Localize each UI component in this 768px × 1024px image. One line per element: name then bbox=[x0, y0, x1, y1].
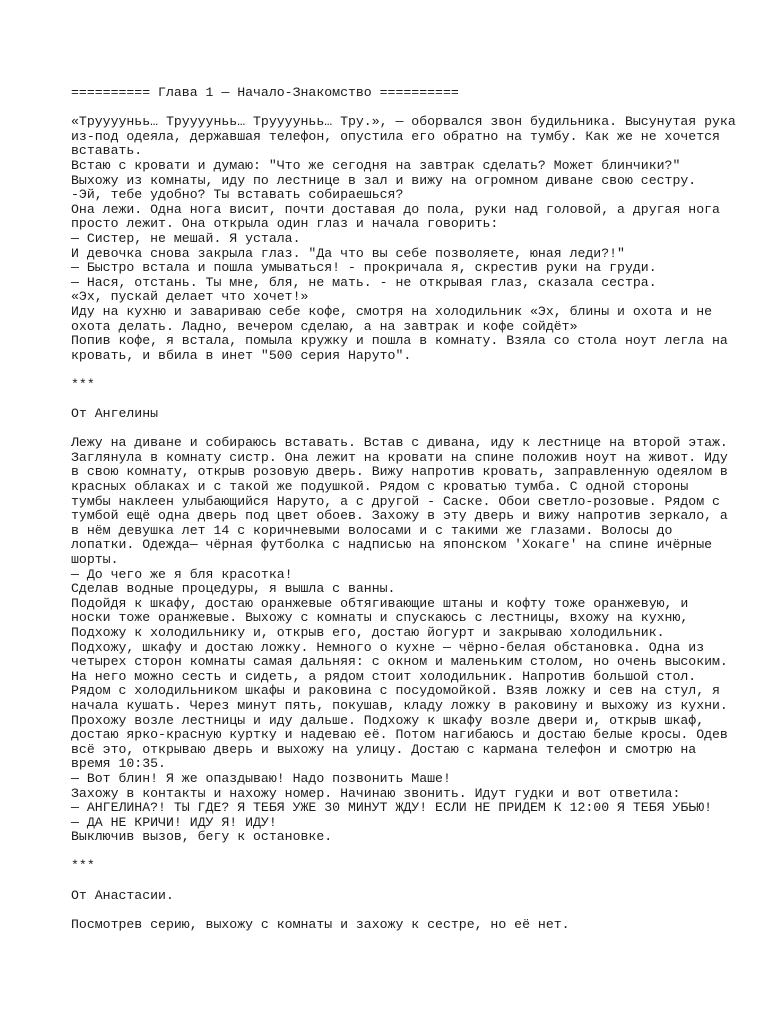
text-line: просто лежит. Она открыла один глаз и начала говорить: bbox=[71, 216, 499, 232]
text-line: шорты. bbox=[71, 552, 119, 567]
text-line: «Эх, пускай делает что хочет!» bbox=[71, 289, 309, 305]
text-line: вставать. bbox=[71, 143, 143, 159]
text-line: всё это, открываю дверь и выхожу на улицу. Достаю с кармана телефон и смотрю на bbox=[71, 741, 697, 757]
text-line: «Трууууньь… Трууууньь… Трууууньь… Тру.», — оборвался звон будильника. Высунутая рука bbox=[71, 114, 736, 130]
text-line: — Вот блин! Я же опаздываю! Надо позвонить Маше! bbox=[71, 770, 451, 786]
text-line: время 10:35. bbox=[71, 756, 166, 772]
text-line: Встаю с кровати и думаю: "Что же сегодня на завтрак сделать? Может блинчики?" bbox=[71, 157, 681, 173]
text-line: тумбы наклеен улыбающийся Наруто, а с другой - Саске. Обои светло-розовые. Рядом с bbox=[71, 493, 720, 509]
section-separator: *** bbox=[71, 858, 95, 874]
text-line: достаю ярко-красную куртку и надеваю её. Потом нагибаюсь и достаю белые кросы. Одев bbox=[71, 727, 728, 743]
text-line: — Систер, не мешай. Я устала. bbox=[71, 230, 301, 246]
text-line: — Быстро встала и пошла умываться! - прокричала я, скрестив руки на груди. bbox=[71, 260, 657, 276]
text-line: — АНГЕЛИНА?! ТЫ ГДЕ? Я ТЕБЯ УЖЕ 30 МИНУТ ЖДУ! ЕСЛИ НЕ ПРИДЕМ К 12:00 Я ТЕБЯ УБЬЮ! bbox=[71, 800, 713, 816]
text-line: красных облаках и с такой же подушкой. Рядом с кроватью тумба. С одной стороны bbox=[71, 479, 689, 495]
blank-line bbox=[71, 422, 736, 437]
section-separator: *** bbox=[71, 376, 95, 392]
text-line: охота делать. Ладно, вечером сделаю, а на завтрак и кофе сойдёт» bbox=[71, 318, 578, 334]
text-line: Лежу на диване и собираюсь вставать. Встав с дивана, иду к лестнице на второй этаж. bbox=[71, 435, 728, 451]
text-line: лопатки. Одежда— чёрная футболка с надписью на японском 'Хокаге' на спине ичёрные bbox=[71, 537, 713, 553]
text-line: Иду на кухню и завариваю себе кофе, смотря на холодильник «Эх, блины и охота и не bbox=[71, 303, 713, 319]
text-line: Она лежи. Одна нога висит, почти доставая до пола, руки над головой, а другая нога bbox=[71, 201, 720, 217]
text-line: От Анастасии. bbox=[71, 887, 174, 903]
text-line: Прохожу возле лестницы и иду дальше. Подхожу к шкафу возле двери и, открыв шкаф, bbox=[71, 712, 705, 728]
text-line: начала кушать. Через минут пять, покушав, кладу ложку в раковину и выхожу из кухни. bbox=[71, 697, 728, 713]
text-line: Посмотрев серию, выхожу с комнаты и захожу к сестре, но её нет. bbox=[71, 916, 570, 932]
text-line: Подхожу, шкафу и достаю ложку. Немного о кухне — чёрно-белая обстановка. Одна из bbox=[71, 639, 705, 655]
text-line: в нём девушка лет 14 с коричневыми волосами и с такими же глазами. Волосы до bbox=[71, 522, 673, 538]
text-line: из-под одеяла, державшая телефон, опустила его обратно на тумбу. Как же не хочется bbox=[71, 128, 720, 144]
blank-line bbox=[71, 392, 736, 407]
text-line: кровать, и вбила в инет "500 серия Наруто". bbox=[71, 347, 412, 363]
document-page bbox=[71, 86, 736, 932]
text-line: четырех сторон комнаты самая дальняя: с окном и маленьким столом, но очень высоким. bbox=[71, 654, 728, 670]
text-line: Сделав водные процедуры, я вышла с ванны. bbox=[71, 581, 396, 597]
chapter-heading: ========== Глава 1 — Начало-Знакомство ========== bbox=[71, 85, 459, 100]
text-line: От Ангелины bbox=[71, 406, 159, 422]
text-line: Заглянула в комнату систр. Она лежит на кровати на спине положив ноут на живот. Иду bbox=[71, 449, 728, 465]
blank-line bbox=[71, 101, 736, 116]
text-line: Выхожу из комнаты, иду по лестнице в зал и вижу на огромном диване свою сестру. bbox=[71, 172, 697, 188]
blank-line bbox=[71, 845, 736, 860]
text-line: Рядом с холодильником шкафы и раковина с посудомойкой. Взяв ложку и сев на стул, я bbox=[71, 683, 720, 699]
text-line: — Нася, отстань. Ты мне, бля, не мать. - не открывая глаз, сказала сестра. bbox=[71, 274, 657, 290]
text-line: Попив кофе, я встала, помыла кружку и пошла в комнату. Взяла со стола ноут легла на bbox=[71, 333, 728, 349]
text-line: -Эй, тебе удобно? Ты вставать собираешься? bbox=[71, 187, 404, 203]
text-line: — До чего же я бля красотка! bbox=[71, 566, 293, 582]
blank-line bbox=[71, 903, 736, 918]
text-line: в свою комнату, открыв розовую дверь. Вижу напротив кровать, заправленную одеялом в bbox=[71, 464, 728, 480]
text-line: Подойдя к шкафу, достаю оранжевые обтягивающие штаны и кофту тоже оранжевую, и bbox=[71, 595, 689, 611]
text-line: тумбой ещё одна дверь под цвет обоев. Захожу в эту дверь и вижу напротив зеркало, а bbox=[71, 508, 728, 524]
text-line: Выключив вызов, бегу к остановке. bbox=[71, 829, 333, 845]
text-line: — ДА НЕ КРИЧИ! ИДУ Я! ИДУ! bbox=[71, 814, 277, 830]
text-line: На него можно сесть и сидеть, а рядом стоит холодильник. Напротив большой стол. bbox=[71, 668, 697, 684]
text-line: Подхожу к холодильнику и, открыв его, достаю йогурт и закрываю холодильник. bbox=[71, 624, 665, 640]
text-line: носки тоже оранжевые. Выхожу с комнаты и спускаюсь с лестницы, вхожу на кухню, bbox=[71, 610, 689, 626]
blank-line bbox=[71, 874, 736, 889]
blank-line bbox=[71, 363, 736, 378]
text-line: И девочка снова закрыла глаз. "Да что вы себе позволяете, юная леди?!" bbox=[71, 245, 625, 261]
text-line: Захожу в контакты и нахожу номер. Начинаю звонить. Идут гудки и вот ответила: bbox=[71, 785, 681, 801]
